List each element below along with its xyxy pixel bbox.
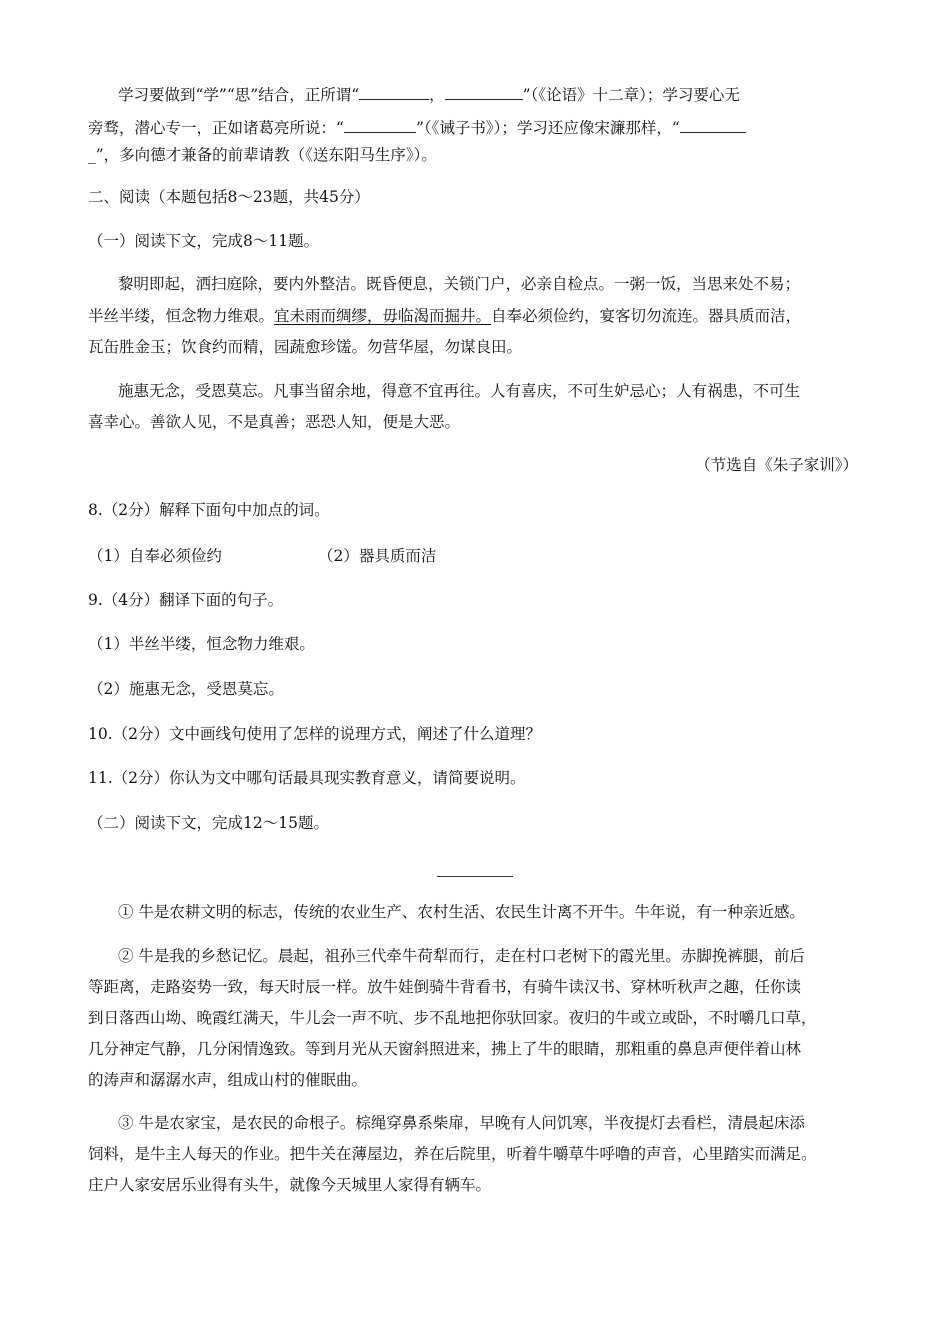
text: 旁骛，潜心专一，正如诸葛亮所说：“ (88, 119, 344, 137)
answer-blank[interactable] (344, 117, 416, 133)
underlined-sentence: 宜未雨而绸缪，毋临渴而掘井。 (274, 307, 492, 325)
text: ， (429, 86, 445, 104)
question-9-2: （2）施惠无念，受恩莫忘。 (88, 680, 284, 698)
passage1-line: 施惠无念，受恩莫忘。凡事当留余地，得意不宜再往。人有喜庆，不可生妒忌心；人有祸患，不可生 (118, 382, 801, 400)
part2-title: （二）阅读下文，完成12～15题。 (88, 814, 329, 832)
answer-blank[interactable] (680, 117, 746, 133)
question-8-1: （1）自奉必须俭约 (88, 547, 222, 565)
text: 自奉必须俭约，宴客切勿流连。器具质而洁， (491, 307, 802, 325)
answer-blank[interactable] (445, 84, 523, 100)
passage2-line: ② 牛是我的乡愁记忆。晨起，祖孙三代牵牛荷犁而行，走在村口老树下的霞光里。赤脚挽裤腿，前后 (118, 947, 805, 965)
question-8: 8.（2分）解释下面句中加点的词。 (88, 501, 330, 519)
passage2-line: 饲料，是牛主人每天的作业。把牛关在薄屋边，养在后院里，听着牛嚼草牛呼噜的声音，心里踏实而满足。 (88, 1145, 817, 1163)
fill-line-3: _”，多向德才兼备的前辈请教（《送东阳马生序》）。 (88, 146, 437, 164)
passage1-line: 瓦缶胜金玉；饮食约而精，园蔬愈珍馐。勿营华屋，勿谋良田。 (88, 338, 523, 356)
fill-line-1 (118, 84, 740, 105)
text: 学习要做到“学”“思”结合，正所谓“ (118, 86, 360, 104)
fill-line-2 (88, 117, 746, 138)
passage2-line: 到日落西山坳、晚霞红满天，牛儿会一声不吭、步不乱地把你驮回家。夜归的牛或立或卧，不时嚼几口草， (88, 1009, 817, 1027)
passage2-line: 庄户人家安居乐业得有头牛，就像今天城里人家得有辆车。 (88, 1176, 492, 1194)
question-8-2: （2）器具质而洁 (318, 547, 437, 565)
passage2-line: 的涛声和潺潺水声，组成山村的催眠曲。 (88, 1071, 368, 1089)
source-note: （节选自《朱子家训》） (695, 456, 858, 474)
question-9: 9.（4分）翻译下面的句子。 (88, 591, 284, 609)
question-9-1: （1）半丝半缕，恒念物力维艰。 (88, 635, 315, 653)
answer-blank[interactable] (359, 84, 429, 100)
title-separator (437, 876, 513, 877)
text: ”（《诫子书》）；学习还应像宋濂那样，“ (415, 119, 680, 137)
text: ”（《论语》十二章）；学习要心无 (522, 86, 740, 104)
text: 半丝半缕，恒念物力维艰。 (88, 307, 275, 325)
passage1-line: 喜幸心。善欲人见，不是真善；恶恐人知，便是大恶。 (88, 413, 461, 431)
question-10: 10.（2分）文中画线句使用了怎样的说理方式，阐述了什么道理？ (88, 725, 542, 743)
passage1-line (88, 306, 801, 326)
part1-title: （一）阅读下文，完成8～11题。 (88, 232, 320, 250)
passage2-line: ① 牛是农耕文明的标志，传统的农业生产、农村生活、农民生计离不开牛。牛年说，有一种亲近感。 (118, 903, 805, 921)
section-heading: 二、阅读（本题包括8～23题，共45分） (88, 188, 370, 206)
passage1-line: 黎明即起，洒扫庭除，要内外整洁。既昏便息，关锁门户，必亲自检点。一粥一饭，当思来处不易； (118, 275, 801, 293)
passage2-line: ③ 牛是农家宝，是农民的命根子。棕绳穿鼻系柴扉，早晚有人问饥寒，半夜提灯去看栏，清晨起床添 (118, 1114, 805, 1132)
question-11: 11.（2分）你认为文中哪句话最具现实教育意义，请简要说明。 (88, 769, 526, 787)
passage2-line: 等距离，走路姿势一致，每天时辰一样。放牛娃倒骑牛背看书，有骑牛读汉书、穿林听秋声之趣，任你读 (88, 978, 802, 996)
passage2-line: 几分神定气静，几分闲情逸致。等到月光从天窗斜照进来，拂上了牛的眼睛，那粗重的鼻息声便伴着山林 (88, 1040, 802, 1058)
